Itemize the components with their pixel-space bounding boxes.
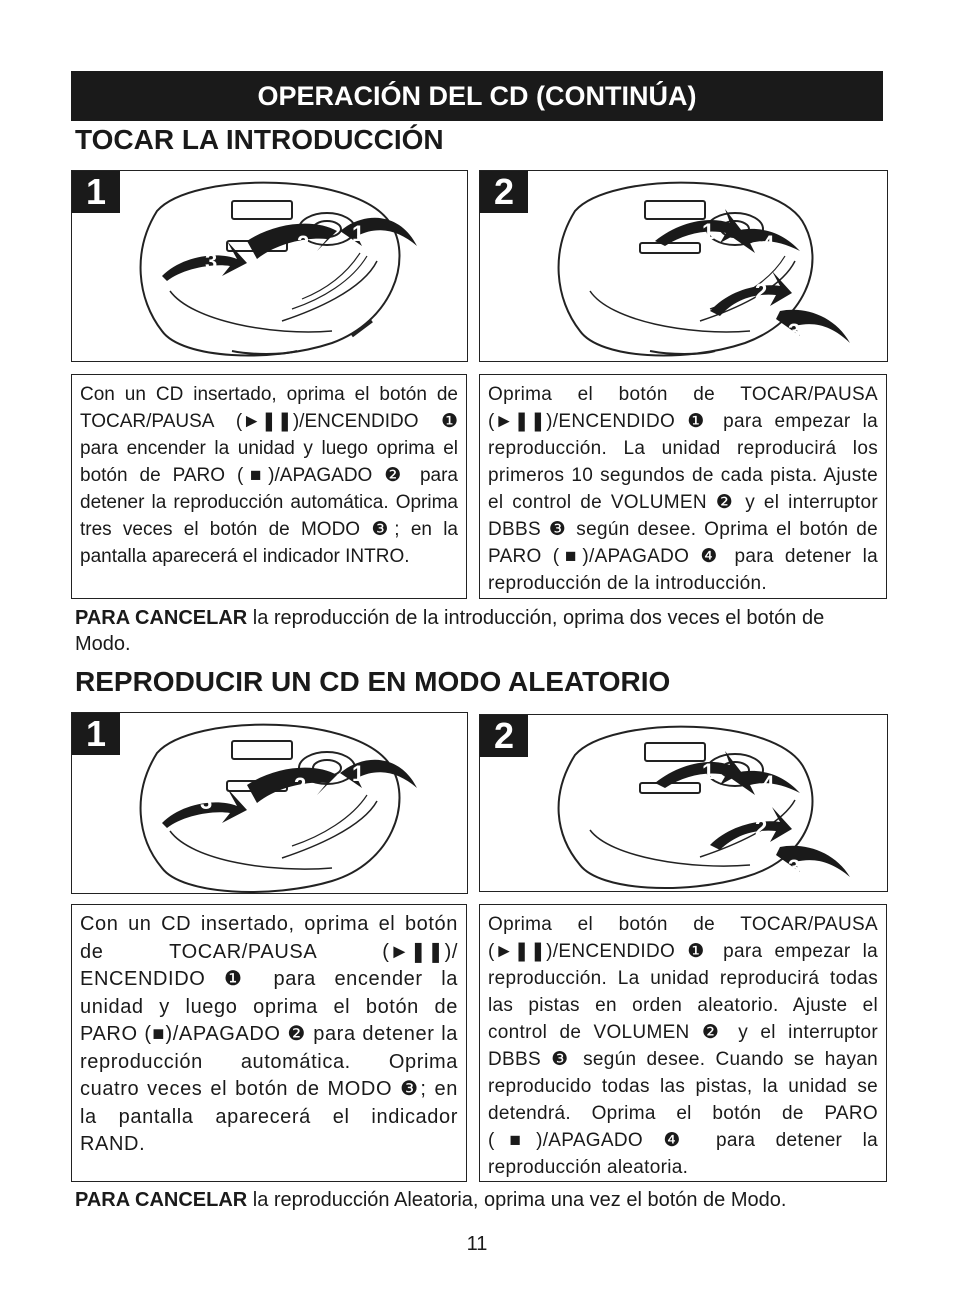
instruction-intro-step-1: Con un CD insertado, oprima el botón de TOCAR/PAUSA (►❚❚)/ENCENDIDO ❶ para encender la unidad y luego oprima el botón de PARO (■)/APAGADO ❷ para detener la reproducción automática. Oprima tres veces el botón de MODO ❸; en la pantalla aparecerá el indicador INTRO. bbox=[71, 374, 467, 599]
callout-label: 2 bbox=[297, 231, 310, 256]
cancel-text: la reproducción de la introducción, oprima dos veces el botón de Modo. bbox=[75, 607, 825, 655]
cancel-label: PARA CANCELAR bbox=[75, 607, 248, 629]
callout-label: 1 bbox=[702, 759, 715, 784]
step-badge: 1 bbox=[72, 713, 120, 755]
step-badge: 1 bbox=[72, 171, 120, 213]
callout-label: 1 bbox=[352, 761, 365, 786]
cd-player-illustration bbox=[480, 171, 887, 361]
callout-label: 1 bbox=[352, 221, 365, 246]
cd-player-illustration bbox=[72, 171, 467, 361]
section-banner: OPERACIÓN DEL CD (CONTINÚA) bbox=[71, 71, 883, 121]
callout-label: 4 bbox=[762, 231, 775, 256]
callout-label: 2 bbox=[755, 279, 768, 304]
callout-label: 3 bbox=[200, 789, 213, 814]
cd-player-illustration bbox=[72, 713, 467, 893]
callout-label: 3 bbox=[788, 319, 801, 344]
callout-label: 1 bbox=[702, 219, 715, 244]
instruction-random-step-2: Oprima el botón de TOCAR/PAUSA (►❚❚)/ENCENDIDO ❶ para empezar la reproducción. La unidad reproducirá todas las pistas en orden aleatorio. Ajuste el control de VOLUMEN ❷ y el interruptor DBBS ❸ según desee. Cuando se hayan reproducido todas las pistas, la unidad se detendrá. Oprima el botón de PARO (■)/APAGADO ❹ para detener la reproducción aleatoria. bbox=[479, 904, 887, 1182]
instruction-random-step-1: Con un CD insertado, oprima el botón de TOCAR/PAUSA (►❚❚)/ ENCENDIDO ❶ para encender la unidad y luego oprima el botón de PARO (■)/APAGADO ❷ para detener la reproducción automática. Oprima cuatro veces el botón de MODO ❸; en la pantalla aparecerá el indicador RAND. bbox=[71, 904, 467, 1182]
callout-label: 3 bbox=[205, 249, 218, 274]
step-badge: 2 bbox=[480, 715, 528, 757]
cancel-text: la reproducción Aleatoria, oprima una vez el botón de Modo. bbox=[247, 1189, 787, 1211]
callout-label: 2 bbox=[294, 773, 307, 798]
callout-label: 4 bbox=[762, 771, 775, 796]
figure-intro-step-1 bbox=[71, 170, 468, 362]
page-number: 11 bbox=[466, 1233, 488, 1255]
cd-player-illustration bbox=[480, 715, 887, 891]
section-heading-intro: TOCAR LA INTRODUCCIÓN bbox=[75, 124, 444, 155]
callout-label: 2 bbox=[755, 815, 768, 840]
section-heading-random: REPRODUCIR UN CD EN MODO ALEATORIO bbox=[75, 666, 671, 697]
figure-intro-step-2 bbox=[479, 170, 888, 362]
instruction-intro-step-2: Oprima el botón de TOCAR/PAUSA (►❚❚)/ENCENDIDO ❶ para empezar la reproducción. La unidad reproducirá los primeros 10 segundos de cada pista. Ajuste el control de VOLUMEN ❷ y el interruptor DBBS ❸ según desee. Oprima el botón de PARO (■)/APAGADO ❹ para detener la reproducción de la introducción. bbox=[479, 374, 887, 599]
figure-random-step-2 bbox=[479, 714, 888, 892]
figure-random-step-1 bbox=[71, 712, 468, 894]
step-badge: 2 bbox=[480, 171, 528, 213]
cancel-note-random bbox=[75, 1187, 885, 1213]
cancel-label: PARA CANCELAR bbox=[75, 1189, 248, 1211]
callout-label: 3 bbox=[788, 855, 801, 880]
cancel-note-intro bbox=[75, 605, 885, 657]
